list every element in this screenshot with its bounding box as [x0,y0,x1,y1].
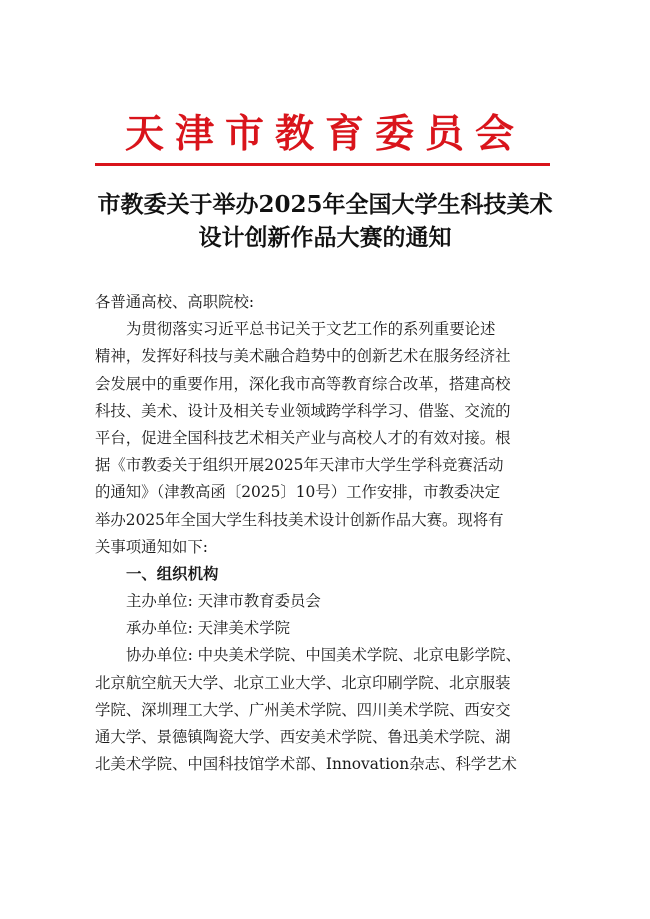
co-organizer-line: 通大学、景德镇陶瓷大学、西安美术学院、鲁迅美术学院、湖 [95,728,511,746]
salutation: 各普通高校、高职院校: [95,293,255,311]
co-organizer-line: 协办单位: 中央美术学院、中国美术学院、北京电影学院、 [126,646,521,665]
paragraph-line: 科技、美术、设计及相关专业领域跨学科学习、借鉴、交流的 [95,401,511,420]
co-organizer-line: 学院、深圳理工大学、广州美术学院、四川美术学院、西安交 [95,700,511,719]
co-organizer-line: 北京航空航天大学、北京工业大学、北京印刷学院、北京服装 [95,673,511,692]
paragraph-line: 关事项通知如下: [95,537,208,556]
organizer-unit: 承办单位: 天津美术学院 [126,619,290,638]
paragraph-line: 会发展中的重要作用，深化我市高等教育综合改革，搭建高校 [95,374,511,393]
host-unit: 主办单位: 天津市教育委员会 [126,592,321,611]
section-heading: 一、组织机构 [126,564,219,583]
title-line-2: 设计创新作品大赛的通知 [198,224,452,251]
issuer-red-header: 天津市教育委员会 [124,111,525,157]
paragraph-line: 平台，促进全国科技艺术相关产业与高校人才的有效对接。根 [95,428,511,447]
paragraph-line: 举办2025年全国大学生科技美术设计创新作品大赛。现将有 [95,510,504,529]
red-divider-line [95,163,550,166]
paragraph-line: 为贯彻落实习近平总书记关于文艺工作的系列重要论述 [126,320,496,339]
paragraph-line: 据《市教委关于组织开展2025年天津市大学生学科竞赛活动 [95,456,504,475]
document-body [95,289,555,778]
co-organizer-line: 北美术学院、中国科技馆学术部、Innovation杂志、科学艺术 [95,755,517,774]
title-line-1: 市教委关于举办2025年全国大学生科技美术 [97,191,553,218]
paragraph-line: 精神，发挥好科技与美术融合趋势中的创新艺术在服务经济社 [95,347,511,366]
paragraph-line: 的通知》（津教高函〔2025〕10号）工作安排，市教委决定 [95,483,501,502]
document-title [60,188,590,254]
